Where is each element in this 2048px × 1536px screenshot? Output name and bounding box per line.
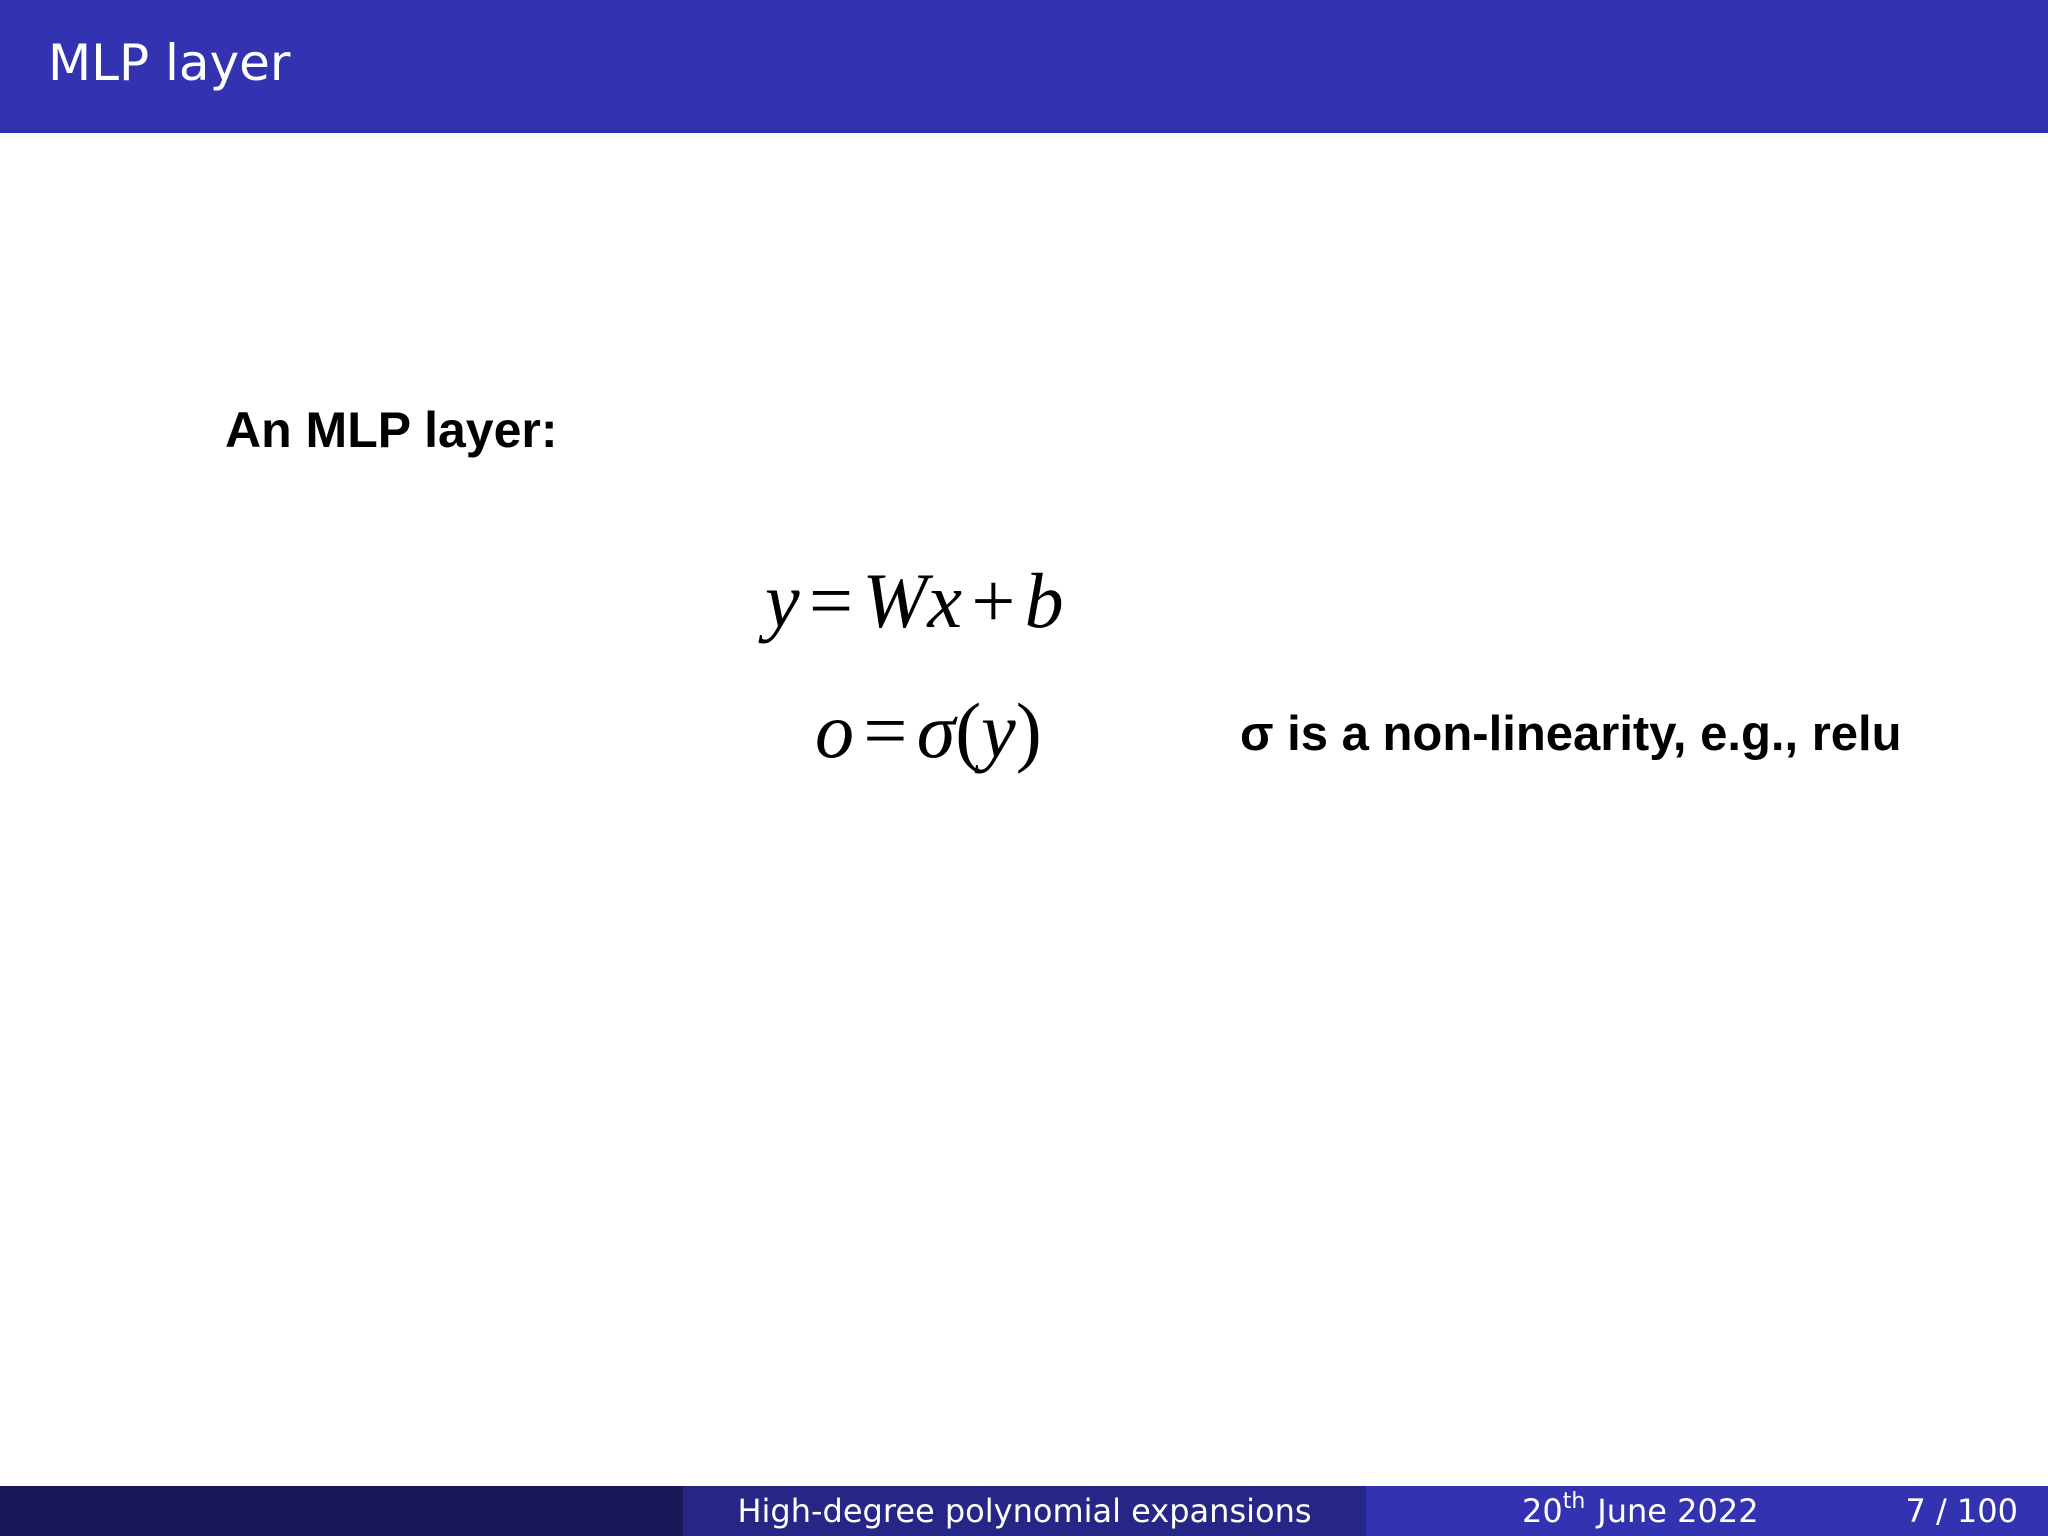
eq2-lhs: o [815, 687, 854, 774]
footer-right-segment [1366, 1486, 2048, 1536]
slide-footer [0, 1486, 2048, 1536]
eq2-arg: y [981, 687, 1016, 774]
equation-activation [815, 687, 1042, 774]
slide-title: MLP layer [48, 34, 291, 92]
slide-header [0, 0, 2048, 133]
eq2-sigma: σ [916, 687, 956, 774]
equation-linear [765, 557, 1064, 644]
eq2-close-paren: ) [1015, 687, 1042, 774]
footer-left-segment [0, 1486, 683, 1536]
footer-date-suffix: th [1562, 1488, 1586, 1514]
eq2-open-paren: ( [955, 687, 982, 774]
eq1-equals: = [808, 557, 853, 644]
footer-title-segment [683, 1486, 1366, 1536]
eq1-term-b: b [1024, 557, 1064, 644]
nonlinearity-note: σ is a non-linearity, e.g., relu [1240, 707, 1902, 761]
eq1-term-wx: Wx [862, 557, 962, 644]
eq2-equals: = [863, 687, 908, 774]
eq1-lhs: y [765, 557, 800, 644]
footer-date-day: 20 [1522, 1492, 1563, 1530]
footer-date-rest: June 2022 [1597, 1492, 1759, 1530]
footer-date [1522, 1486, 1759, 1536]
footer-title: High-degree polynomial expansions [737, 1492, 1312, 1530]
section-label: An MLP layer: [225, 402, 558, 458]
page-number: 7 / 100 [1905, 1492, 2018, 1530]
eq1-plus: + [971, 557, 1016, 644]
